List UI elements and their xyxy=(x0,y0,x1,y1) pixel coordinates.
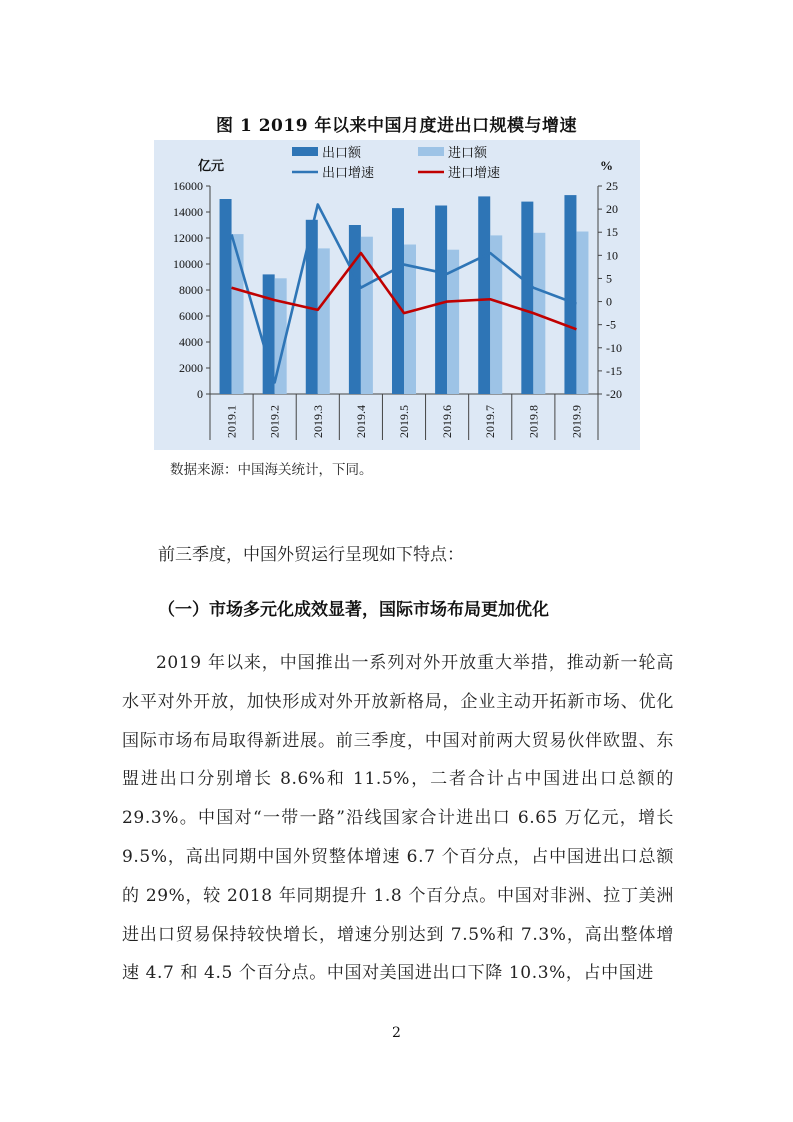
left-tick-label: 4000 xyxy=(179,335,203,349)
x-tick-label: 2019.5 xyxy=(397,405,411,438)
left-tick-label: 8000 xyxy=(179,283,203,297)
y2-axis-unit: % xyxy=(600,158,613,173)
lead-sentence: 前三季度，中国外贸运行呈现如下特点： xyxy=(158,545,464,565)
x-tick-label: 2019.8 xyxy=(526,405,541,438)
bar-export xyxy=(521,202,533,394)
right-tick-label: 0 xyxy=(606,294,612,309)
legend-swatch xyxy=(292,147,318,156)
right-tick-label: 15 xyxy=(606,225,618,240)
x-tick-label: 2019.2 xyxy=(267,405,282,438)
figure-source: 数据来源：中国海关统计，下同。 xyxy=(170,462,373,478)
bar-export xyxy=(220,199,232,394)
legend-label: 出口额 xyxy=(322,146,362,161)
x-tick-label: 2019.7 xyxy=(483,405,498,438)
right-tick-label: 5 xyxy=(606,271,612,286)
legend-label: 进口增速 xyxy=(448,166,501,181)
x-tick-label: 2019.3 xyxy=(310,405,325,438)
x-tick-label: 2019.9 xyxy=(569,405,584,438)
figure-title: 图 1 2019 年以来中国月度进出口规模与增速 xyxy=(216,116,577,136)
legend-label: 进口额 xyxy=(448,146,488,161)
left-tick-label: 14000 xyxy=(173,205,203,219)
chart-svg xyxy=(154,140,640,450)
y-axis-unit: 亿元 xyxy=(198,159,225,174)
bar-export xyxy=(349,225,361,394)
x-tick-label: 2019.1 xyxy=(224,405,239,438)
right-tick-label: -20 xyxy=(606,387,622,401)
page-number: 2 xyxy=(392,1025,401,1041)
left-tick-label: 2000 xyxy=(179,361,203,375)
left-tick-label: 12000 xyxy=(173,231,203,245)
x-tick-label: 2019.4 xyxy=(353,405,368,438)
right-tick-label: -10 xyxy=(606,340,622,355)
bar-export xyxy=(564,195,576,394)
right-tick-label: -5 xyxy=(606,317,616,332)
right-tick-label: 20 xyxy=(606,202,618,217)
bar-import xyxy=(318,248,330,394)
section-heading: （一）市场多元化成效显著，国际市场布局更加优化 xyxy=(158,600,549,620)
legend-label: 出口增速 xyxy=(322,166,375,181)
left-tick-label: 6000 xyxy=(179,309,203,323)
x-tick-label: 2019.6 xyxy=(440,405,455,438)
bar-export xyxy=(435,206,447,395)
chart-container xyxy=(154,140,640,450)
body-paragraph: 2019 年以来，中国推出一系列对外开放重大举措，推动新一轮高水平对外开放，加快形成对外开放新格局，企业主动开拓新市场、优化国际市场布局取得新进展。前三季度，中国对前两大贸易伙伴欧盟、东盟进出口分别增长 8.6%和 11.5%，二者合计占中国进出口总额的 29.3%。中国对“一带一路”沿线国家合计进出口 6.65 万亿元，增长 9.5%，高出同期中国外贸整体增速 6.7 个百分点，占中国进出口总额的 29%，较 2018 年同期提升 1.8 个百分点。中国对非洲、拉丁美洲进出口贸易保持较快增长，增速分别达到 7.5%和 7.3%，高出整体增速 4.7 和 4.5 个百分点。中国对美国进出口下降 10.3%，占中国进 xyxy=(122,653,674,984)
right-tick-label: 25 xyxy=(606,179,618,193)
left-tick-label: 10000 xyxy=(173,257,203,271)
right-tick-label: -15 xyxy=(606,363,622,378)
bar-import xyxy=(576,232,588,395)
legend-swatch xyxy=(418,147,444,156)
left-tick-label: 0 xyxy=(197,387,203,401)
left-tick-label: 16000 xyxy=(173,179,203,193)
right-tick-label: 10 xyxy=(606,248,618,263)
bar-export xyxy=(478,196,490,394)
